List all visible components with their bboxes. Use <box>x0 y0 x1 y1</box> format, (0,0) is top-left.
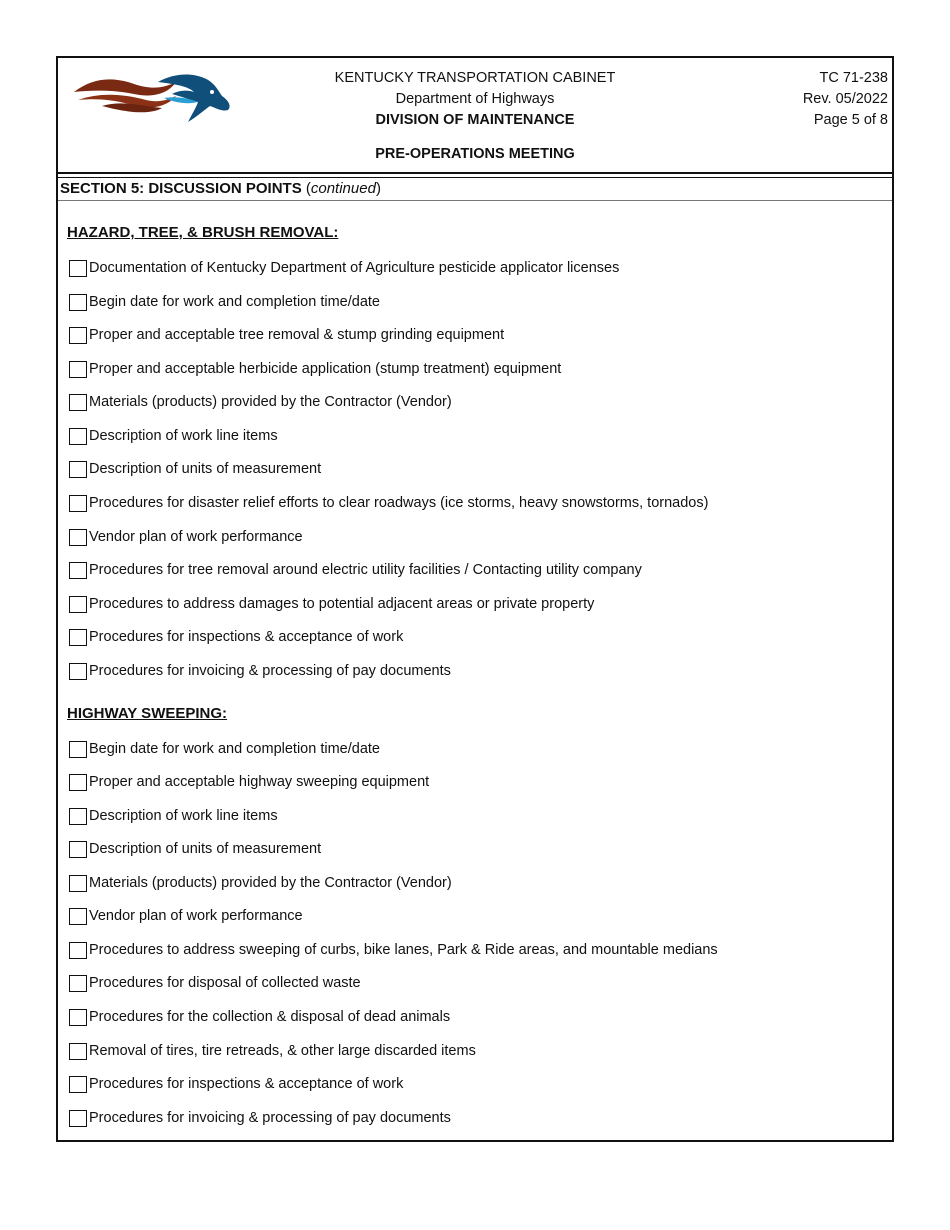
checkbox[interactable] <box>69 808 87 825</box>
checklist-item[interactable] <box>69 325 504 345</box>
checkbox[interactable] <box>69 741 87 758</box>
form-title: PRE-OPERATIONS MEETING <box>375 146 575 162</box>
group-title-hazard-tree-brush: HAZARD, TREE, & BRUSH REMOVAL: <box>67 224 339 241</box>
agency-header-block <box>58 68 892 131</box>
checklist-item-label: Proper and acceptable tree removal & stump grinding equipment <box>89 327 505 343</box>
checklist-item-label: Documentation of Kentucky Department of Agriculture pesticide applicator licenses <box>89 260 620 276</box>
form-revision: Rev. 05/2022 <box>802 91 888 107</box>
checkbox[interactable] <box>69 774 87 791</box>
agency-name: KENTUCKY TRANSPORTATION CABINET <box>334 70 616 86</box>
checkbox[interactable] <box>69 596 87 613</box>
checklist-item[interactable] <box>69 392 452 412</box>
section-heading <box>58 177 892 201</box>
checkbox[interactable] <box>69 394 87 411</box>
checklist-item-label: Procedures for the collection & disposal of dead animals <box>89 1009 451 1025</box>
checklist-item[interactable] <box>69 1041 476 1061</box>
checklist-item-label: Procedures for disposal of collected waste <box>89 975 361 991</box>
checkbox[interactable] <box>69 562 87 579</box>
checkbox[interactable] <box>69 260 87 277</box>
checklist-item-label: Procedures to address damages to potential adjacent areas or private property <box>89 596 595 612</box>
checklist-item-label: Begin date for work and completion time/date <box>89 741 380 757</box>
checklist-item-label: Procedures for disaster relief efforts to clear roadways (ice storms, heavy snowstorms, tornados) <box>89 495 709 511</box>
department-name: Department of Highways <box>395 91 555 107</box>
checklist-item-label: Procedures for tree removal around electric utility facilities / Contacting utility company <box>89 562 642 578</box>
checklist-item[interactable] <box>69 1108 451 1128</box>
checklist-item[interactable] <box>69 527 303 547</box>
checklist-item-label: Vendor plan of work performance <box>89 908 303 924</box>
checklist-item-label: Description of units of measurement <box>89 841 322 857</box>
checklist-item-label: Procedures for invoicing & processing of pay documents <box>89 663 451 679</box>
checkbox[interactable] <box>69 1076 87 1093</box>
checklist-item[interactable] <box>69 906 303 926</box>
checklist-item[interactable] <box>69 258 619 278</box>
checkbox[interactable] <box>69 495 87 512</box>
checkbox[interactable] <box>69 908 87 925</box>
checklist-item-label: Procedures for invoicing & processing of pay documents <box>89 1110 451 1126</box>
checkbox[interactable] <box>69 529 87 546</box>
checklist-item[interactable] <box>69 772 429 792</box>
division-name: DIVISION OF MAINTENANCE <box>375 112 575 128</box>
checklist-item[interactable] <box>69 459 321 479</box>
checkbox[interactable] <box>69 629 87 646</box>
checklist-item[interactable] <box>69 873 452 893</box>
checklist-item-label: Procedures to address sweeping of curbs, bike lanes, Park & Ride areas, and mountable medians <box>89 942 718 958</box>
checklist-item-label: Vendor plan of work performance <box>89 529 303 545</box>
checklist-item-label: Materials (products) provided by the Contractor (Vendor) <box>89 875 452 891</box>
section-continued-note: continued <box>310 180 376 197</box>
checkbox[interactable] <box>69 663 87 680</box>
checkbox[interactable] <box>69 1043 87 1060</box>
checklist-item-label: Procedures for inspections & acceptance of work <box>89 1076 404 1092</box>
checklist-item[interactable] <box>69 739 380 759</box>
checklist-item-label: Proper and acceptable highway sweeping equipment <box>89 774 430 790</box>
checklist-item-label: Description of work line items <box>89 428 278 444</box>
checklist-item-label: Begin date for work and completion time/date <box>89 294 380 310</box>
checklist-item[interactable] <box>69 661 451 681</box>
checklist-item[interactable] <box>69 806 278 826</box>
checkbox[interactable] <box>69 361 87 378</box>
checklist-item-label: Removal of tires, tire retreads, & other large discarded items <box>89 1043 476 1059</box>
checklist-item[interactable] <box>69 940 718 960</box>
checkbox[interactable] <box>69 461 87 478</box>
checklist-item[interactable] <box>69 426 278 446</box>
checklist-item-label: Materials (products) provided by the Contractor (Vendor) <box>89 394 452 410</box>
checkbox[interactable] <box>69 875 87 892</box>
checklist-item[interactable] <box>69 493 708 513</box>
form-header <box>58 58 892 174</box>
checklist-item[interactable] <box>69 359 561 379</box>
checklist-item[interactable] <box>69 594 594 614</box>
checkbox[interactable] <box>69 975 87 992</box>
checklist-item[interactable] <box>69 560 642 580</box>
checklist-item-label: Description of work line items <box>89 808 278 824</box>
checklist-item-label: Proper and acceptable herbicide application (stump treatment) equipment <box>89 361 562 377</box>
checkbox[interactable] <box>69 1110 87 1127</box>
checklist-item[interactable] <box>69 1074 403 1094</box>
checkbox[interactable] <box>69 942 87 959</box>
checkbox[interactable] <box>69 841 87 858</box>
page-number: Page 5 of 8 <box>813 112 888 128</box>
section-label: SECTION 5: DISCUSSION POINTS <box>60 180 302 197</box>
checkbox[interactable] <box>69 327 87 344</box>
checklist-item[interactable] <box>69 973 361 993</box>
checkbox[interactable] <box>69 1009 87 1026</box>
checklist-item[interactable] <box>69 292 380 312</box>
section-open-paren: ( <box>301 180 311 197</box>
checklist-item-label: Description of units of measurement <box>89 461 322 477</box>
checklist-item[interactable] <box>69 1007 450 1027</box>
checklist-item-label: Procedures for inspections & acceptance of work <box>89 629 404 645</box>
checkbox[interactable] <box>69 294 87 311</box>
form-meta-block <box>803 68 888 131</box>
section-close-paren: ) <box>375 180 381 197</box>
checklist-item[interactable] <box>69 839 321 859</box>
checkbox[interactable] <box>69 428 87 445</box>
form-number: TC 71-238 <box>819 70 888 86</box>
checklist-item[interactable] <box>69 627 403 647</box>
group-title-highway-sweeping: HIGHWAY SWEEPING: <box>67 705 228 722</box>
form-frame <box>56 56 894 1142</box>
